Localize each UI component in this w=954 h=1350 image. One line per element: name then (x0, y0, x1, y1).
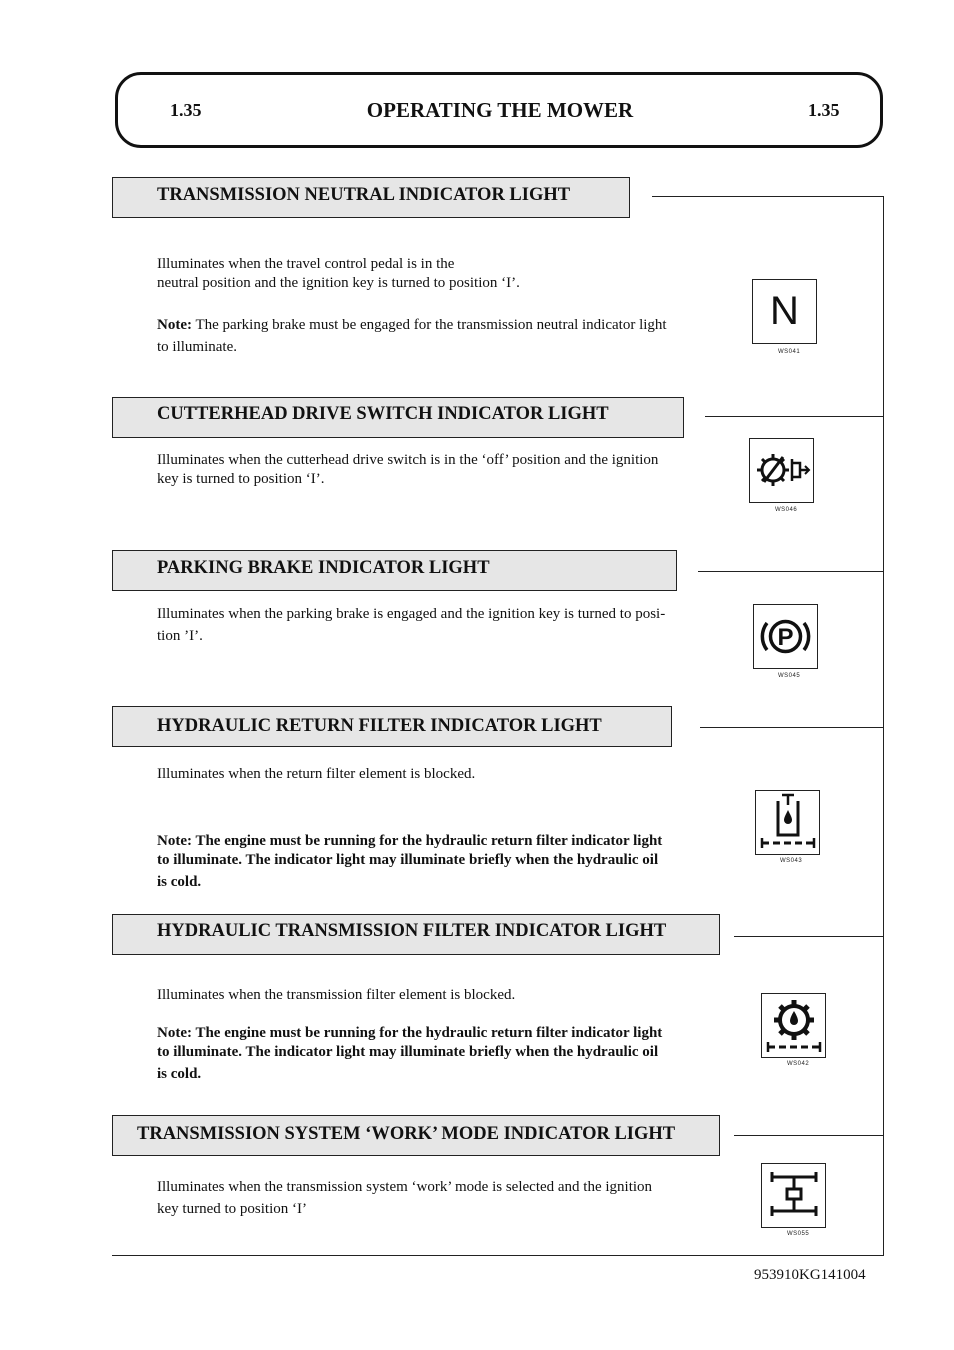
page-title: OPERATING THE MOWER (366, 98, 634, 122)
right-margin-rule (883, 196, 884, 1256)
body-text: Illuminates when the transmission filter element is blocked. (157, 987, 516, 1003)
note-text: to illuminate. The indicator light may illuminate briefly when the hydraulic oil (157, 852, 659, 868)
section-heading: CUTTERHEAD DRIVE SWITCH INDICATOR LIGHT (157, 404, 609, 424)
section-heading: PARKING BRAKE INDICATOR LIGHT (157, 558, 490, 578)
transmission-filter-icon (761, 993, 826, 1058)
note-text: Note: The engine must be running for the hydraulic return filter indicator light (157, 1025, 663, 1041)
section-rule (705, 416, 884, 417)
bottom-rule (112, 1255, 884, 1256)
section-rule (700, 727, 884, 728)
body-text: Illuminates when the travel control pedal is in the (157, 256, 455, 272)
section-heading: TRANSMISSION NEUTRAL INDICATOR LIGHT (157, 185, 571, 205)
work-mode-icon (761, 1163, 826, 1228)
body-text: key turned to position ‘I’ (157, 1201, 307, 1217)
document-code: 953910KG141004 (754, 1267, 866, 1283)
note-text: to illuminate. The indicator light may illuminate briefly when the hydraulic oil (157, 1044, 659, 1060)
cutterhead-drive-graphic (750, 439, 813, 502)
body-text: neutral position and the ignition key is turned to position ‘I’. (157, 275, 520, 291)
section-rule (734, 936, 884, 937)
body-text: Illuminates when the transmission system ‘work’ mode is selected and the ignition (157, 1179, 653, 1195)
neutral-n-glyph: N (770, 289, 799, 333)
body-text: Illuminates when the parking brake is engaged and the ignition key is turned to posi- (157, 606, 666, 622)
icon-code: WS055 (787, 1231, 810, 1237)
icon-code: WS043 (780, 858, 803, 864)
note-label: Note: (157, 317, 192, 333)
body-text: tion ’I’. (157, 628, 203, 644)
parking-brake-graphic (754, 605, 817, 668)
neutral-n-icon (752, 279, 817, 344)
hydraulic-return-filter-icon (755, 790, 820, 855)
note-text: Note: The engine must be running for the hydraulic return filter indicator light (157, 833, 663, 849)
note-text: is cold. (157, 874, 202, 890)
note-body: The parking brake must be engaged for the transmission neutral indicator light (191, 317, 667, 333)
icon-code: WS041 (778, 349, 801, 355)
body-text: key is turned to position ‘I’. (157, 471, 325, 487)
body-text: Illuminates when the return filter element is blocked. (157, 766, 476, 782)
section-number-left: 1.35 (170, 100, 202, 120)
cutterhead-drive-icon (749, 438, 814, 503)
parking-brake-glyph: P (777, 624, 794, 651)
hydraulic-return-filter-graphic (756, 791, 819, 854)
section-rule (652, 196, 884, 197)
section-heading: TRANSMISSION SYSTEM ‘WORK’ MODE INDICATOR LIGHT (137, 1124, 676, 1144)
transmission-filter-graphic (762, 994, 825, 1057)
work-mode-graphic (762, 1164, 825, 1227)
note-text (157, 316, 667, 335)
section-heading: HYDRAULIC TRANSMISSION FILTER INDICATOR LIGHT (157, 921, 667, 941)
icon-code: WS045 (778, 673, 801, 679)
icon-code: WS042 (787, 1061, 810, 1067)
section-rule (734, 1135, 884, 1136)
body-text: Illuminates when the cutterhead drive switch is in the ‘off’ position and the ignition (157, 452, 659, 468)
icon-code: WS046 (775, 507, 798, 513)
note-text: to illuminate. (157, 339, 237, 355)
note-text: is cold. (157, 1066, 202, 1082)
section-heading: HYDRAULIC RETURN FILTER INDICATOR LIGHT (157, 716, 602, 736)
parking-brake-icon (753, 604, 818, 669)
section-rule (698, 571, 884, 572)
section-number-right: 1.35 (808, 100, 840, 120)
